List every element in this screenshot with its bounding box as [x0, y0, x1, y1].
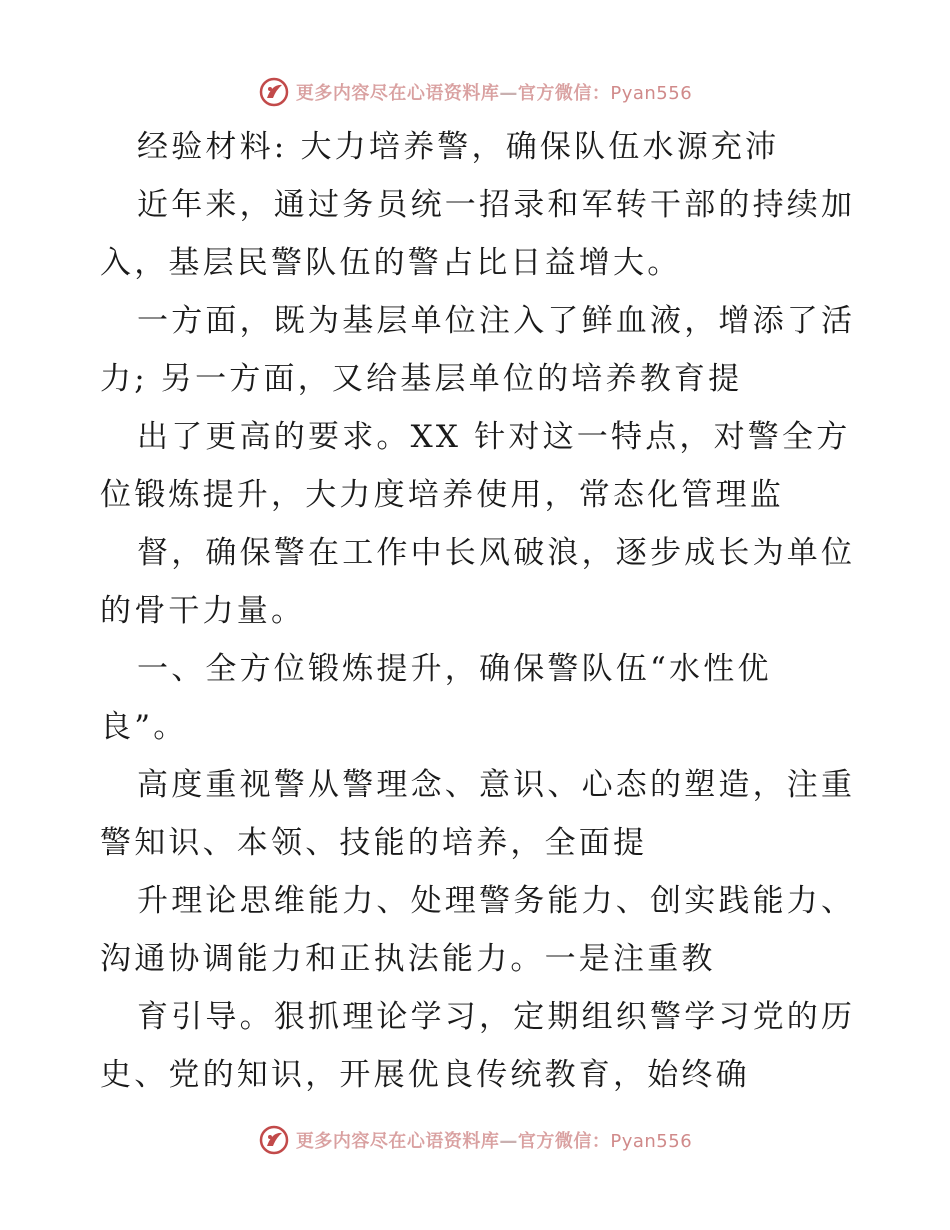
text-line: 督，确保警在工作中长风破浪，逐步成长为单位: [137, 535, 856, 571]
text-line: 警知识、本领、技能的培养，全面提: [100, 825, 648, 861]
banner-main-text: 更多内容尽在心语资料库: [295, 1131, 500, 1152]
banner-separator: —: [499, 83, 518, 104]
header-banner: [0, 72, 950, 112]
text-line: 育引导。狠抓理论学习，定期组织警学习党的历: [137, 999, 856, 1035]
banner-separator: —: [499, 1131, 518, 1152]
text-line: 位锻炼提升，大力度培养使用，常态化管理监: [100, 477, 784, 513]
text-line: 力; 另一方面，又给基层单位的培养教育提: [100, 361, 743, 397]
text-line: 一方面，既为基层单位注入了鲜血液，增添了活: [137, 303, 856, 339]
banner-label-text: 官方微信：: [517, 83, 611, 104]
text-line: 出了更高的要求。XX 针对这一特点，对警全方: [137, 419, 851, 455]
banner-id-text: Pyan556: [610, 83, 693, 104]
banner-main-text: 更多内容尽在心语资料库: [295, 83, 500, 104]
banner-text: [296, 79, 692, 105]
logo-icon: [258, 76, 290, 108]
text-line: 的骨干力量。: [100, 593, 306, 629]
text-line: 沟通协调能力和正执法能力。一是注重教: [100, 941, 716, 977]
text-line: 史、党的知识，开展优良传统教育，始终确: [100, 1057, 750, 1093]
text-line: 经验材料: 大力培养警，确保队伍水源充沛: [137, 129, 780, 165]
banner-text: [296, 1127, 692, 1153]
text-line: 高度重视警从警理念、意识、心态的塑造，注重: [137, 767, 856, 803]
text-line: 近年来，通过务员统一招录和军转干部的持续加: [137, 187, 856, 223]
text-line: 入，基层民警队伍的警占比日益增大。: [100, 245, 682, 281]
document-body: [100, 118, 860, 1104]
text-line: 良”。: [100, 709, 188, 745]
banner-label-text: 官方微信：: [517, 1131, 611, 1152]
banner-id-text: Pyan556: [610, 1131, 693, 1152]
footer-banner: [0, 1120, 950, 1160]
text-line: 升理论思维能力、处理警务能力、创实践能力、: [137, 883, 856, 919]
text-line: 一、全方位锻炼提升，确保警队伍“水性优: [137, 651, 772, 687]
logo-icon: [258, 1124, 290, 1156]
